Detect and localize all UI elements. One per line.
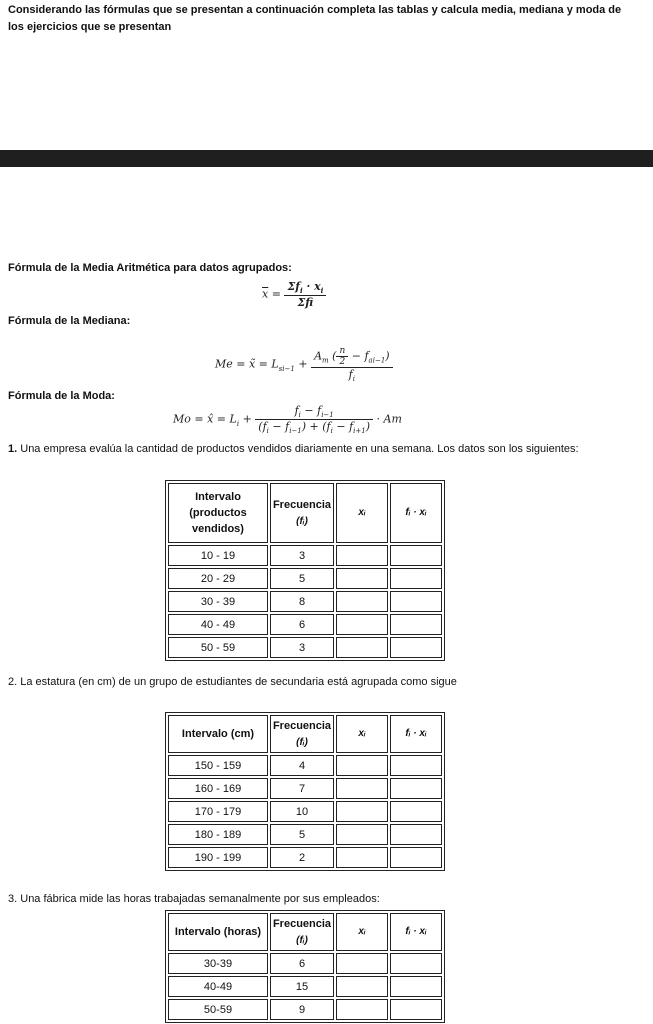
fixi-cell[interactable] — [390, 801, 442, 822]
fixi-cell[interactable] — [390, 976, 442, 997]
interval-cell: 170 - 179 — [168, 801, 268, 822]
mean-formula: $\overline{x}$ = $\frac{\Sigma f_i \cdot x_i}{\text{Σfi}}$ — [262, 280, 326, 309]
mode-formula-heading: Fórmula de la Moda: — [8, 390, 115, 402]
fixi-cell[interactable] — [390, 847, 442, 868]
header-frequency: Frecuencia (fᵢ) — [270, 913, 334, 951]
interval-cell: 30-39 — [168, 953, 268, 974]
fixi-cell[interactable] — [390, 824, 442, 845]
frequency-cell: 9 — [270, 999, 334, 1020]
exercise-3-text — [8, 891, 618, 908]
median-formula-heading: Fórmula de la Mediana: — [8, 315, 131, 327]
frequency-cell: 4 — [270, 755, 334, 776]
header-xi: xᵢ — [336, 913, 388, 951]
table-row — [168, 637, 442, 658]
exercise-statement: Una fábrica mide las horas trabajadas semanalmente por sus empleados: — [20, 893, 380, 905]
interval-cell: 20 - 29 — [168, 568, 268, 589]
table-row — [168, 591, 442, 612]
table-row — [168, 545, 442, 566]
exercise-2-text — [8, 674, 618, 691]
xi-cell[interactable] — [336, 545, 388, 566]
frequency-cell: 8 — [270, 591, 334, 612]
exercise-1-text — [8, 441, 618, 458]
xi-cell[interactable] — [336, 637, 388, 658]
fixi-cell[interactable] — [390, 637, 442, 658]
exercise-statement: La estatura (en cm) de un grupo de estudiantes de secundaria está agrupada como sigue — [20, 676, 457, 688]
header-interval: Intervalo (cm) — [168, 715, 268, 753]
frequency-cell: 7 — [270, 778, 334, 799]
header-fixi: fᵢ · xᵢ — [390, 483, 442, 543]
table-row — [168, 568, 442, 589]
dark-band — [0, 150, 653, 167]
xi-cell[interactable] — [336, 824, 388, 845]
exercise-number: 2. — [8, 676, 18, 688]
fixi-cell[interactable] — [390, 545, 442, 566]
interval-cell: 40-49 — [168, 976, 268, 997]
exercise-statement: Una empresa evalúa la cantidad de productos vendidos diariamente en una semana. Los datos son los siguientes: — [20, 443, 579, 455]
frequency-cell: 3 — [270, 637, 334, 658]
table-row — [168, 999, 442, 1020]
table-row — [168, 614, 442, 635]
xi-cell[interactable] — [336, 801, 388, 822]
header-xi: xᵢ — [336, 715, 388, 753]
header-fixi: fᵢ · xᵢ — [390, 913, 442, 951]
header-fixi: fᵢ · xᵢ — [390, 715, 442, 753]
xi-cell[interactable] — [336, 953, 388, 974]
instructions-text: Considerando las fórmulas que se presentan a continuación completa las tablas y calcula media, mediana y moda de los ejercicios que se presentan — [8, 4, 622, 33]
frequency-cell: 3 — [270, 545, 334, 566]
frequency-cell: 6 — [270, 614, 334, 635]
exercise-3-table — [165, 910, 445, 1023]
interval-cell: 190 - 199 — [168, 847, 268, 868]
interval-cell: 180 - 189 — [168, 824, 268, 845]
header-frequency: Frecuencia (fᵢ) — [270, 715, 334, 753]
exercise-2-table — [165, 712, 445, 871]
table-row — [168, 824, 442, 845]
header-frequency: Frecuencia (fᵢ) — [270, 483, 334, 543]
fixi-cell[interactable] — [390, 755, 442, 776]
table-row — [168, 953, 442, 974]
mean-formula-heading: Fórmula de la Media Aritmética para datos agrupados: — [8, 262, 292, 274]
table-row — [168, 801, 442, 822]
exercise-number: 1. — [8, 443, 18, 455]
fixi-cell[interactable] — [390, 568, 442, 589]
header-xi: xᵢ — [336, 483, 388, 543]
xi-cell[interactable] — [336, 755, 388, 776]
mode-formula: Mo = x̂ = $L_i$ + $\frac{f_i - f_{i-1}}{(f_i - f_{i-1}) + (f_i - f_{i+1})}$ · Am — [173, 404, 402, 436]
xi-cell[interactable] — [336, 976, 388, 997]
table-row — [168, 847, 442, 868]
frequency-cell: 2 — [270, 847, 334, 868]
interval-cell: 30 - 39 — [168, 591, 268, 612]
interval-cell: 10 - 19 — [168, 545, 268, 566]
xi-cell[interactable] — [336, 614, 388, 635]
frequency-cell: 5 — [270, 824, 334, 845]
xi-cell[interactable] — [336, 568, 388, 589]
interval-cell: 150 - 159 — [168, 755, 268, 776]
frequency-cell: 6 — [270, 953, 334, 974]
fixi-cell[interactable] — [390, 614, 442, 635]
xi-cell[interactable] — [336, 999, 388, 1020]
header-interval: Intervalo (horas) — [168, 913, 268, 951]
table-row — [168, 778, 442, 799]
frequency-cell: 10 — [270, 801, 334, 822]
fixi-cell[interactable] — [390, 953, 442, 974]
exercise-1-table — [165, 480, 445, 661]
frequency-cell: 5 — [270, 568, 334, 589]
table-row — [168, 976, 442, 997]
frequency-cell: 15 — [270, 976, 334, 997]
xi-cell[interactable] — [336, 847, 388, 868]
header-interval: Intervalo (productos vendidos) — [168, 483, 268, 543]
exercise-number: 3. — [8, 893, 18, 905]
interval-cell: 50-59 — [168, 999, 268, 1020]
fixi-cell[interactable] — [390, 999, 442, 1020]
median-formula: Me = x̃ = $L_{si-1}$ + $A_m$ ( $\frac{n}{2}$ − $f_{ai-1}$) $f_i$ — [215, 346, 393, 383]
interval-cell: 40 - 49 — [168, 614, 268, 635]
interval-cell: 50 - 59 — [168, 637, 268, 658]
xi-cell[interactable] — [336, 591, 388, 612]
fixi-cell[interactable] — [390, 778, 442, 799]
fixi-cell[interactable] — [390, 591, 442, 612]
xi-cell[interactable] — [336, 778, 388, 799]
table-row — [168, 755, 442, 776]
interval-cell: 160 - 169 — [168, 778, 268, 799]
